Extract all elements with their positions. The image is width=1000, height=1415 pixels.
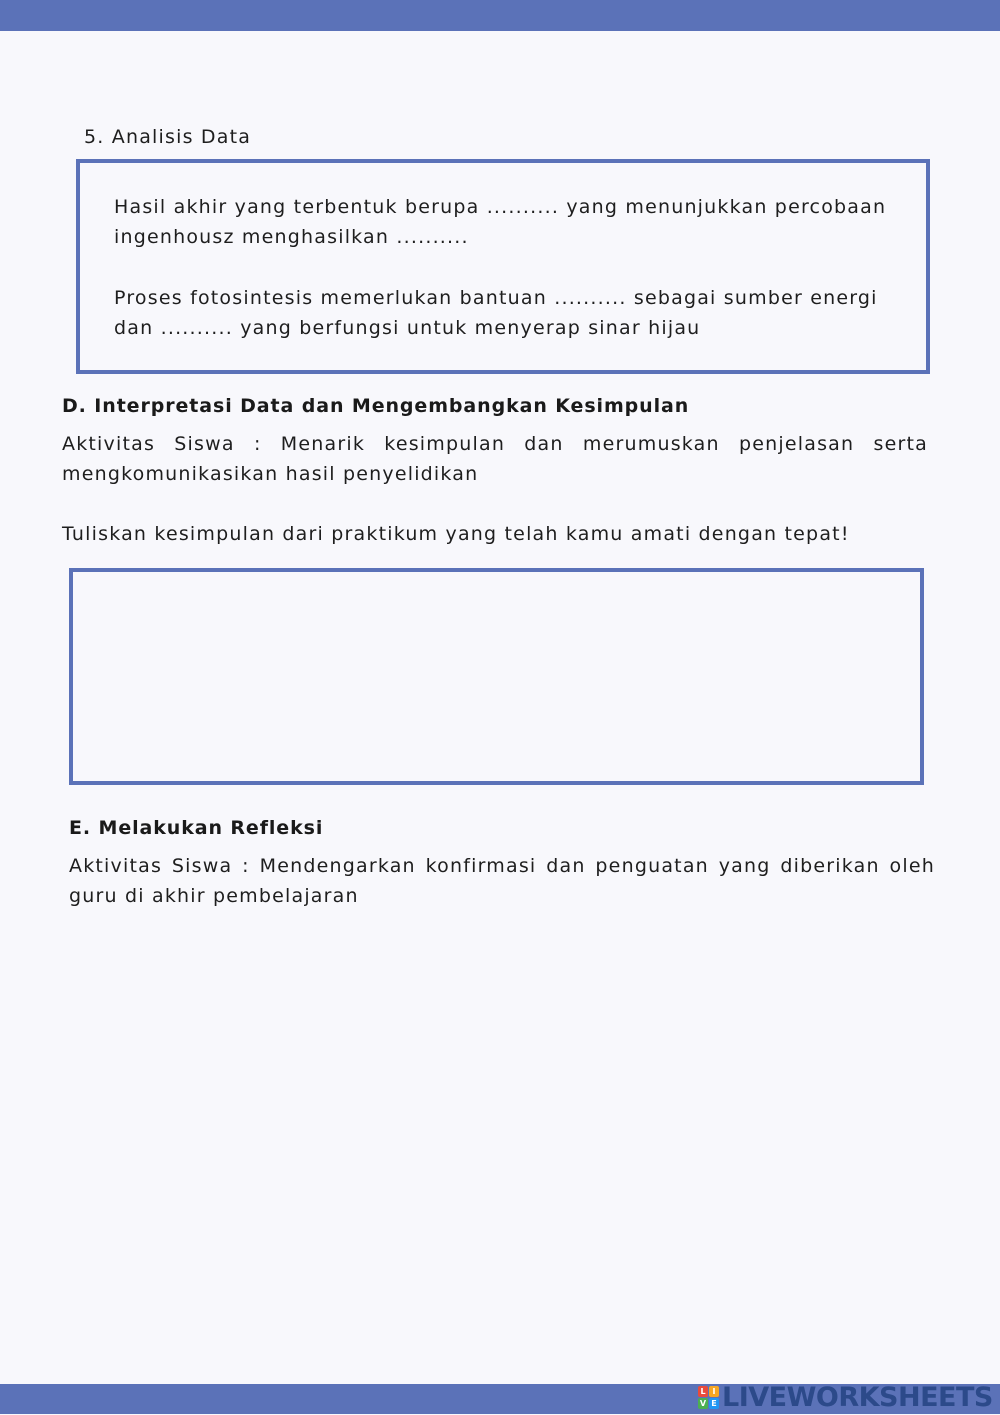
- logo-tile-l: L: [698, 1386, 708, 1397]
- liveworksheets-logo-text: LIVEWORKSHEETS: [722, 1381, 993, 1413]
- top-accent-bar: [0, 0, 1000, 31]
- conclusion-answer-box[interactable]: [69, 568, 924, 785]
- logo-tile-i: I: [709, 1386, 719, 1397]
- section-d-instruction: Tuliskan kesimpulan dari praktikum yang telah kamu amati dengan tepat!: [62, 523, 850, 545]
- logo-tile-v: V: [699, 1398, 707, 1408]
- analysis-line-1: Hasil akhir yang terbentuk berupa .......... yang menunjukkan percobaan: [114, 196, 887, 218]
- logo-tile-e: E: [709, 1398, 719, 1409]
- section-e-heading: E. Melakukan Refleksi: [69, 817, 324, 839]
- section-e-activity: Aktivitas Siswa : Mendengarkan konfirmasi dan penguatan yang diberikan oleh guru di akhir pembelajaran: [69, 855, 935, 907]
- section-d-heading: D. Interpretasi Data dan Mengembangkan Kesimpulan: [62, 395, 690, 417]
- analysis-title: 5. Analisis Data: [84, 126, 252, 148]
- analysis-line-3: Proses fotosintesis memerlukan bantuan .......... sebagai sumber energi: [114, 287, 878, 309]
- analysis-line-4: dan .......... yang berfungsi untuk menyerap sinar hijau: [114, 317, 701, 339]
- liveworksheets-logo: [698, 1379, 993, 1415]
- liveworksheets-logo-icon: [698, 1386, 719, 1409]
- section-d-activity: Aktivitas Siswa : Menarik kesimpulan dan merumuskan penjelasan serta mengkomunikasikan hasil penyelidikan: [62, 433, 928, 485]
- analysis-line-2: ingenhousz menghasilkan ..........: [114, 226, 469, 248]
